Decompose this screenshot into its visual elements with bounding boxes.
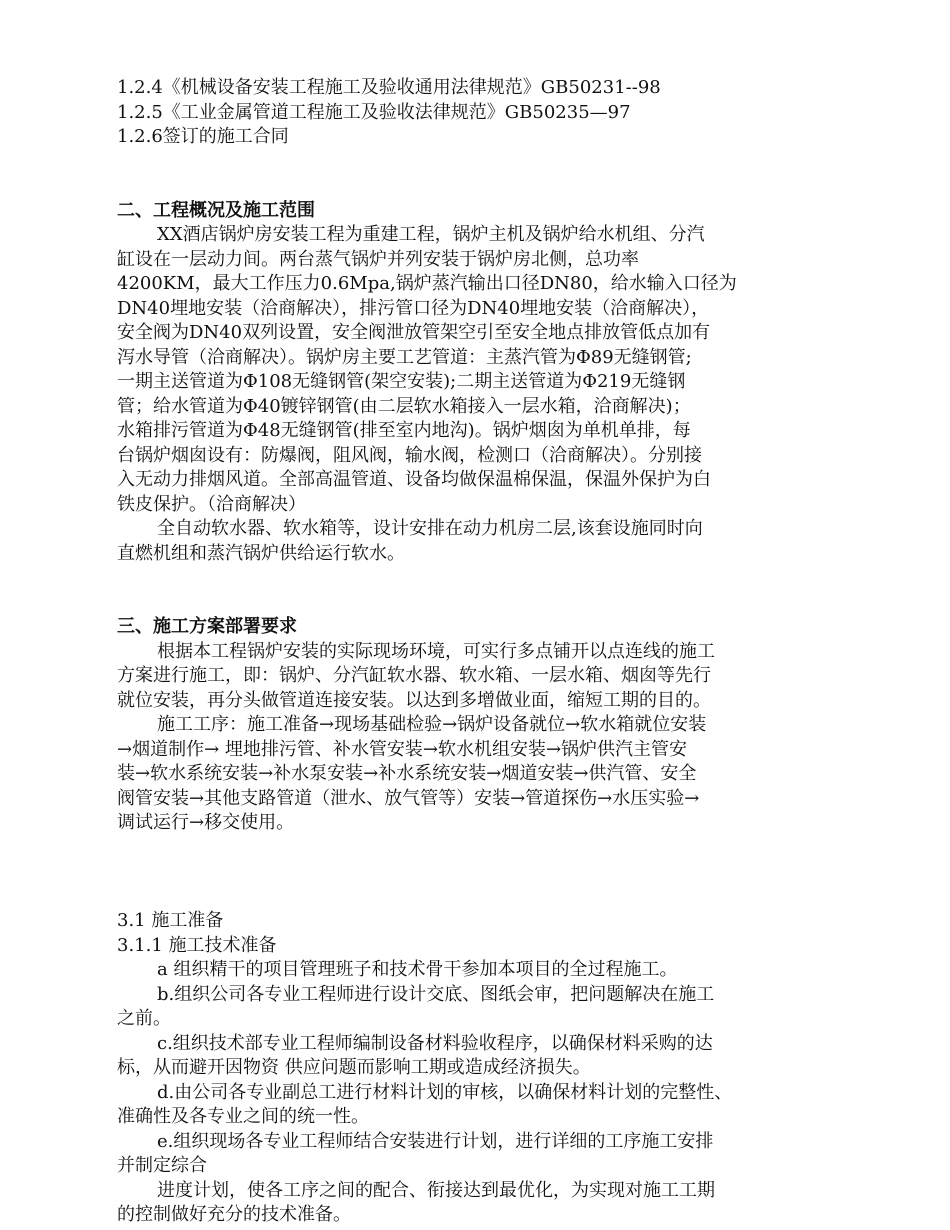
paragraph-line: e.组织现场各专业工程师结合安装进行计划，进行详细的工序施工安排	[157, 1130, 714, 1152]
paragraph-line: 全自动软水器、软水箱等，设计安排在动力机房二层,该套设施同时向	[157, 518, 703, 539]
item-c	[117, 1032, 837, 1081]
paragraph-line: 的控制做好充分的技术准备。	[117, 1204, 351, 1225]
paragraph-line: 准确性及各专业之间的统一性。	[117, 1106, 369, 1127]
paragraph-line: 调试运行→移交使用。	[117, 812, 295, 833]
section-3-paragraph-2	[117, 713, 837, 836]
paragraph-line: 根据本工程锅炉安装的实际现场环境，可实行多点铺开以点连线的施工	[157, 640, 715, 662]
paragraph-line: 管；给水管道为Φ40镀锌钢管(由二层软水箱接入一层水箱，洽商解决)；	[117, 395, 691, 417]
reference-line: 1.2.4《机械设备安装工程施工及验收通用法律规范》GB50231--98	[117, 77, 661, 98]
paragraph-line: 施工工序：施工准备→现场基础检验→锅炉设备就位→软水箱就位安装	[157, 714, 707, 735]
paragraph-line: d.由公司各专业副总工进行材料计划的审核，以确保材料计划的完整性、	[157, 1081, 733, 1103]
reference-line: 1.2.6签订的施工合同	[117, 126, 289, 147]
reference-line: 1.2.5《工业金属管道工程施工及验收法律规范》GB50235—97	[117, 101, 631, 123]
paragraph-line: 阀管安装→其他支路管道（泄水、放气管等）安装→管道探伤→水压实验→	[117, 787, 700, 809]
section-3-paragraph-1	[117, 640, 837, 714]
paragraph-line: 台锅炉烟囱设有：防爆阀，阻风阀，输水阀，检测口（洽商解决）。分别接	[117, 444, 702, 466]
subsection-3-1-heading: 3.1 施工准备	[117, 910, 224, 931]
paragraph-line: 泻水导管（洽商解决）。锅炉房主要工艺管道：主蒸汽管为Φ89无缝钢管;	[117, 346, 692, 368]
paragraph-line: 4200KM，最大工作压力0.6Mpa,锅炉蒸汽输出口径DN80，给水输入口径为	[117, 273, 737, 294]
paragraph-line: 水箱排污管道为Φ48无缝钢管(排至室内地沟)。锅炉烟囱为单机单排，每	[117, 420, 691, 441]
spacer	[117, 566, 837, 615]
section-2-heading: 二、工程概况及施工范围	[117, 199, 315, 221]
item-b	[117, 983, 837, 1032]
paragraph-line: 直燃机组和蒸汽锅炉供给运行软水。	[117, 542, 405, 564]
paragraph-line: c.组织技术部专业工程师编制设备材料验收程序，以确保材料采购的达	[157, 1032, 713, 1054]
paragraph-line: 铁皮保护。（洽商解决）	[117, 493, 306, 515]
paragraph-line: 之前。	[117, 1008, 171, 1029]
spacer	[117, 150, 837, 199]
paragraph-line: 并制定综合	[117, 1155, 207, 1176]
section-2-paragraph-1	[117, 223, 837, 517]
paragraph-line: XX酒店锅炉房安装工程为重建工程，锅炉主机及锅炉给水机组、分汽	[157, 224, 705, 245]
paragraph-line: 装→软水系统安装→补水泵安装→补水系统安装→烟道安装→供汽管、安全	[117, 763, 697, 784]
paragraph-line: DN40埋地安装（洽商解决），排污管口径为DN40埋地安装（洽商解决），	[117, 297, 710, 319]
paragraph-line: 安全阀为DN40双列设置，安全阀泄放管架空引至安全地点排放管低点加有	[117, 322, 711, 343]
paragraph-line: 进度计划，使各工序之间的配合、衔接达到最优化，为实现对施工工期	[157, 1179, 715, 1201]
paragraph-line: 就位安装，再分头做管道连接安装。以达到多增做业面，缩短工期的目的。	[117, 689, 711, 711]
item-schedule	[117, 1179, 837, 1228]
paragraph-line: 方案进行施工，即：锅炉、分汽缸软水器、软水箱、一层水箱、烟囱等先行	[117, 665, 711, 686]
paragraph-line: 缸设在一层动力间。两台蒸气锅炉并列安装于锅炉房北侧，总功率	[117, 248, 639, 270]
paragraph-line: 标，从而避开因物资 供应问题而影响工期或造成经济损失。	[117, 1057, 591, 1078]
paragraph-line: 入无动力排烟风道。全部高温管道、设备均做保温棉保温，保温外保护为白	[117, 469, 711, 490]
item-e	[117, 1130, 837, 1179]
paragraph-line: 一期主送管道为Φ108无缝钢管(架空安装);二期主送管道为Φ219无缝钢	[117, 371, 686, 392]
spacer	[117, 836, 837, 885]
document-body	[117, 76, 837, 1228]
spacer	[117, 885, 837, 910]
paragraph-line: →烟道制作→ 埋地排污管、补水管安装→软水机组安装→锅炉供汽主管安	[117, 738, 688, 760]
subsection-3-1-1-heading: 3.1.1 施工技术准备	[117, 934, 277, 956]
paragraph-line: b.组织公司各专业工程师进行设计交底、图纸会审，把问题解决在施工	[157, 983, 715, 1005]
section-3-heading: 三、施工方案部署要求	[117, 616, 297, 637]
paragraph-line: a 组织精干的项目管理班子和技术骨干参加本项目的全过程施工。	[157, 959, 678, 980]
item-a	[117, 958, 837, 983]
section-2-paragraph-2	[117, 517, 837, 566]
item-d	[117, 1081, 837, 1130]
